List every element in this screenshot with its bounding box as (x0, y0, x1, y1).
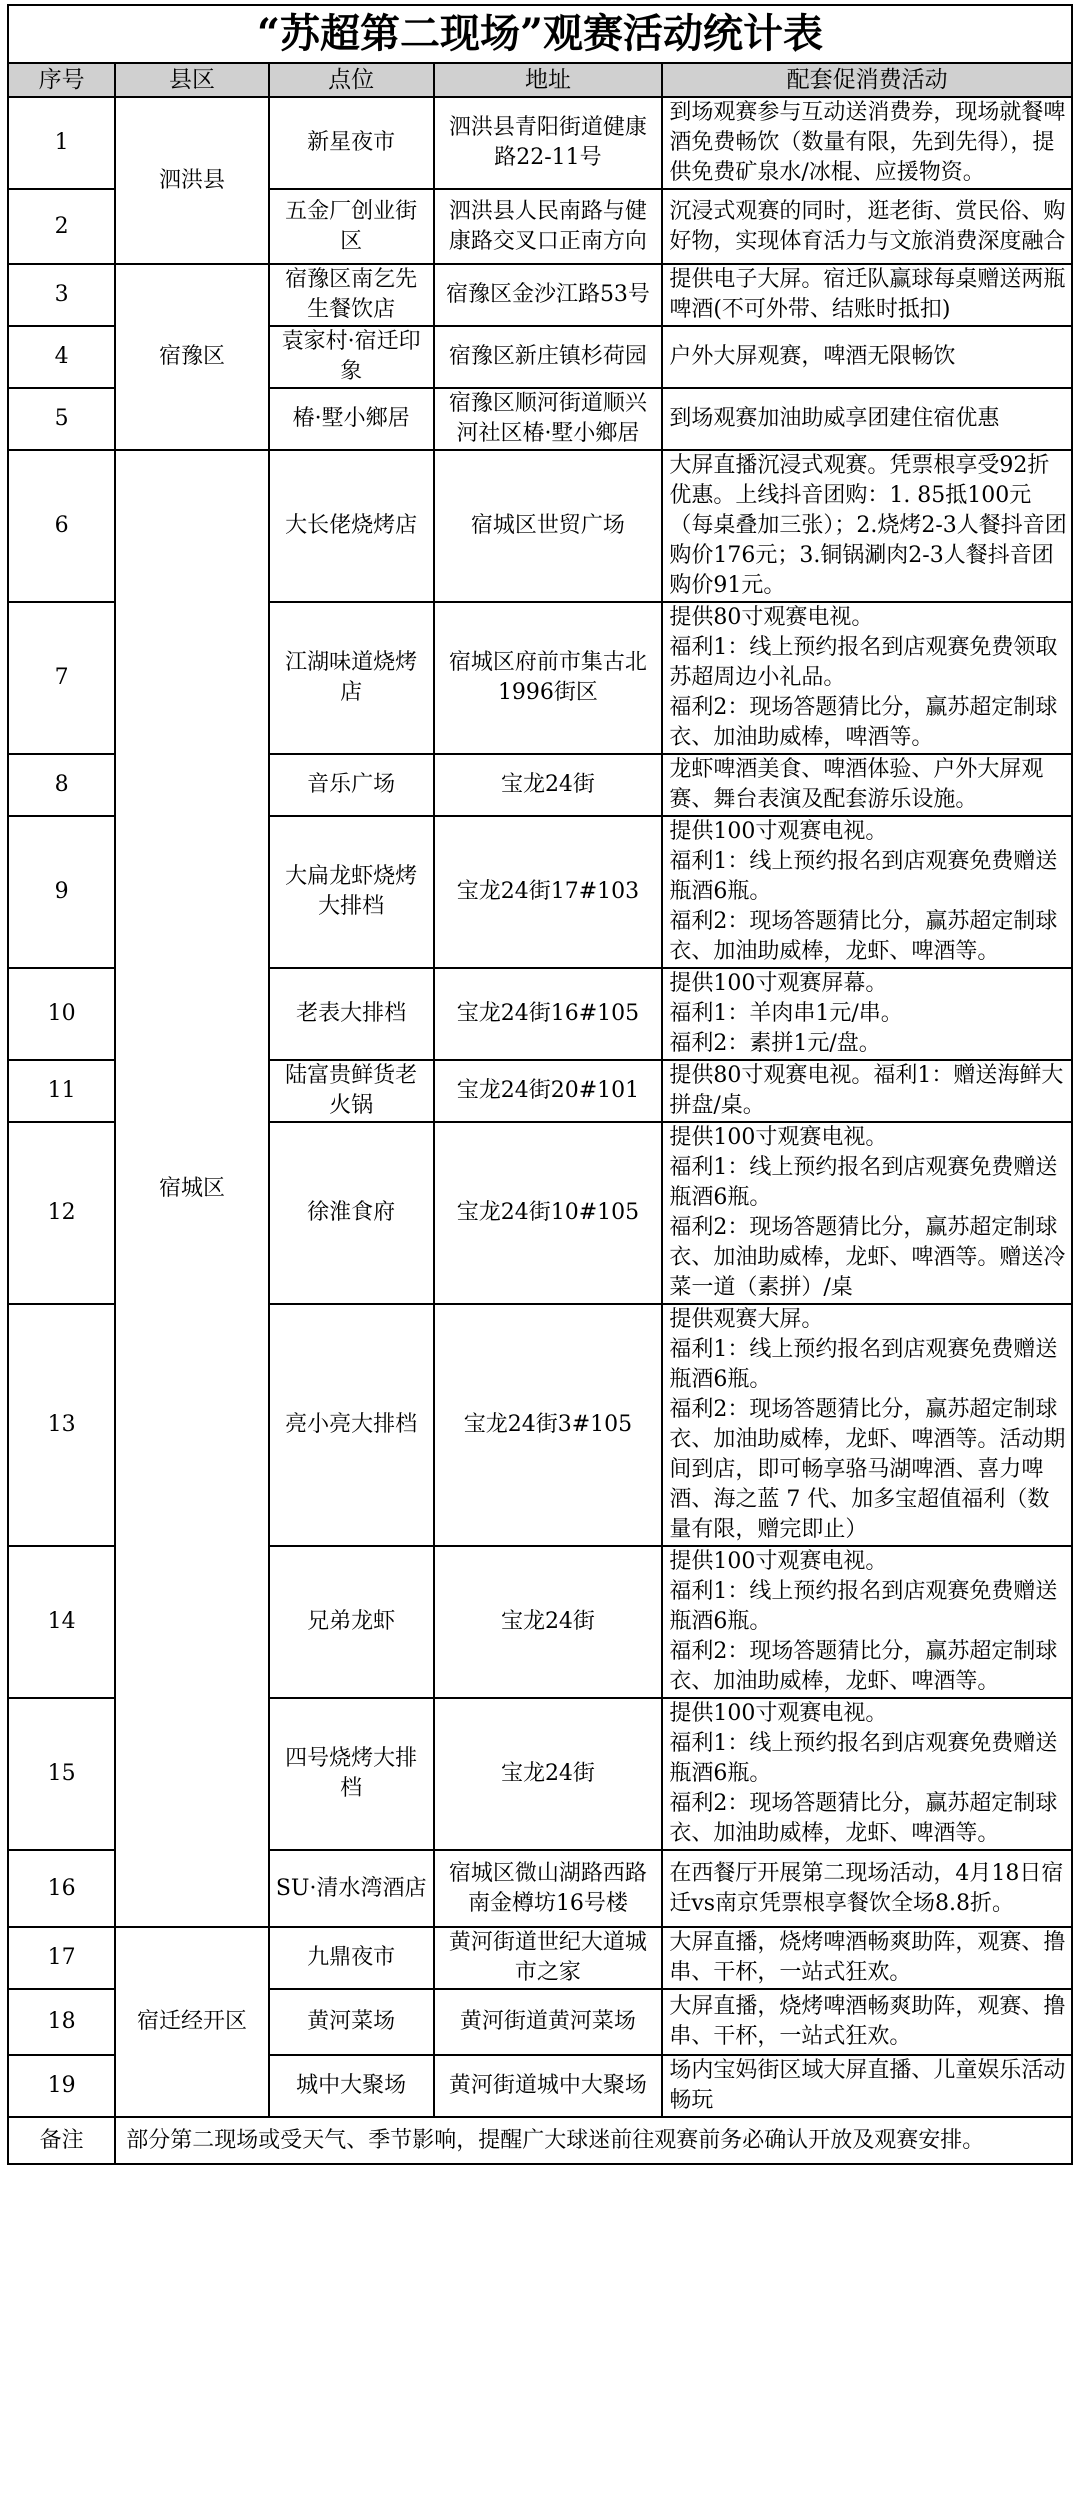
activity-table (7, 4, 1073, 2165)
venue-name: 四号烧烤大排档 (269, 1698, 434, 1850)
venue-name: 老表大排档 (269, 968, 434, 1060)
table-row (8, 1927, 1072, 1989)
district-cell: 宿城区 (115, 450, 269, 1927)
row-no: 8 (8, 754, 115, 816)
venue-name: 椿·墅小鄉居 (269, 388, 434, 450)
venue-address: 宝龙24街 (434, 1698, 663, 1850)
note-text: 部分第二现场或受天气、季节影响，提醒广大球迷前往观赛前务必确认开放及观赛安排。 (115, 2117, 1072, 2164)
activity-text: 提供电子大屏。宿迁队赢球每桌赠送两瓶啤酒(不可外带、结账时抵扣) (662, 264, 1072, 326)
venue-address: 宿豫区新庄镇杉荷园 (434, 326, 663, 388)
row-no: 11 (8, 1060, 115, 1122)
district-cell: 泗洪县 (115, 97, 269, 264)
venue-address: 黄河街道世纪大道城市之家 (434, 1927, 663, 1989)
header-district: 县区 (115, 63, 269, 97)
activity-text: 到场观赛加油助威享团建住宿优惠 (662, 388, 1072, 450)
activity-text: 在西餐厅开展第二现场活动，4月18日宿迁vs南京凭票根享餐饮全场8.8折。 (662, 1850, 1072, 1927)
activity-text: 户外大屏观赛，啤酒无限畅饮 (662, 326, 1072, 388)
row-no: 19 (8, 2055, 115, 2117)
header-venue: 点位 (269, 63, 434, 97)
venue-address: 宿城区世贸广场 (434, 450, 663, 602)
table-row (8, 264, 1072, 326)
table-row (8, 97, 1072, 189)
venue-address: 宿城区微山湖路西路南金樽坊16号楼 (434, 1850, 663, 1927)
activity-text: 提供100寸观赛屏幕。 福利1：羊肉串1元/串。 福利2：素拼1元/盘。 (662, 968, 1072, 1060)
row-no: 1 (8, 97, 115, 189)
row-no: 5 (8, 388, 115, 450)
venue-address: 宝龙24街16#105 (434, 968, 663, 1060)
venue-name: SU·清水湾酒店 (269, 1850, 434, 1927)
row-no: 2 (8, 189, 115, 264)
activity-text: 提供100寸观赛电视。 福利1：线上预约报名到店观赛免费赠送瓶酒6瓶。 福利2：现场答题猜比分，赢苏超定制球衣、加油助威棒，龙虾、啤酒等。 (662, 1546, 1072, 1698)
venue-name: 新星夜市 (269, 97, 434, 189)
venue-name: 陆富贵鲜货老火锅 (269, 1060, 434, 1122)
row-no: 16 (8, 1850, 115, 1927)
activity-text: 提供100寸观赛电视。 福利1：线上预约报名到店观赛免费赠送瓶酒6瓶。 福利2：现场答题猜比分，赢苏超定制球衣、加油助威棒，龙虾、啤酒等。 (662, 1698, 1072, 1850)
table-title: “苏超第二现场”观赛活动统计表 (8, 5, 1072, 63)
venue-name: 大长佬烧烤店 (269, 450, 434, 602)
activity-text: 大屏直播沉浸式观赛。凭票根享受92折优惠。上线抖音团购：1. 85抵100元（每桌叠加三张）；2.烧烤2-3人餐抖音团购价176元；3.铜锅涮肉2-3人餐抖音团购价91元。 (662, 450, 1072, 602)
activity-text: 提供80寸观赛电视。 福利1：线上预约报名到店观赛免费领取苏超周边小礼品。 福利2：现场答题猜比分，赢苏超定制球衣、加油助威棒，啤酒等。 (662, 602, 1072, 754)
activity-text: 沉浸式观赛的同时，逛老街、赏民俗、购好物，实现体育活力与文旅消费深度融合 (662, 189, 1072, 264)
venue-name: 城中大聚场 (269, 2055, 434, 2117)
row-no: 9 (8, 816, 115, 968)
district-cell: 宿迁经开区 (115, 1927, 269, 2117)
activity-text: 提供100寸观赛电视。 福利1：线上预约报名到店观赛免费赠送瓶酒6瓶。 福利2：现场答题猜比分，赢苏超定制球衣、加油助威棒，龙虾、啤酒等。赠送冷菜一道（素拼）/桌 (662, 1122, 1072, 1304)
venue-name: 袁家村·宿迁印象 (269, 326, 434, 388)
venue-address: 宝龙24街10#105 (434, 1122, 663, 1304)
venue-name: 亮小亮大排档 (269, 1304, 434, 1546)
activity-sheet (7, 4, 1073, 2492)
table-row (8, 450, 1072, 602)
venue-name: 九鼎夜市 (269, 1927, 434, 1989)
venue-name: 大扁龙虾烧烤大排档 (269, 816, 434, 968)
venue-name: 兄弟龙虾 (269, 1546, 434, 1698)
venue-address: 宿城区府前市集古北1996街区 (434, 602, 663, 754)
activity-text: 大屏直播，烧烤啤酒畅爽助阵，观赛、撸串、干杯，一站式狂欢。 (662, 1989, 1072, 2055)
row-no: 4 (8, 326, 115, 388)
row-no: 3 (8, 264, 115, 326)
activity-text: 提供观赛大屏。 福利1：线上预约报名到店观赛免费赠送瓶酒6瓶。 福利2：现场答题猜比分，赢苏超定制球衣、加油助威棒，龙虾、啤酒等。活动期间到店，即可畅享骆马湖啤酒、喜力啤酒、海之蓝 7 代、加多宝超值福利（数量有限，赠完即止） (662, 1304, 1072, 1546)
venue-name: 江湖味道烧烤店 (269, 602, 434, 754)
row-no: 7 (8, 602, 115, 754)
row-no: 10 (8, 968, 115, 1060)
row-no: 15 (8, 1698, 115, 1850)
venue-name: 五金厂创业街区 (269, 189, 434, 264)
venue-address: 宝龙24街17#103 (434, 816, 663, 968)
row-no: 6 (8, 450, 115, 602)
activity-text: 提供100寸观赛电视。 福利1：线上预约报名到店观赛免费赠送瓶酒6瓶。 福利2：现场答题猜比分，赢苏超定制球衣、加油助威棒，龙虾、啤酒等。 (662, 816, 1072, 968)
header-no: 序号 (8, 63, 115, 97)
venue-address: 宿豫区顺河街道顺兴河社区椿·墅小鄉居 (434, 388, 663, 450)
row-no: 13 (8, 1304, 115, 1546)
activity-text: 场内宝妈街区域大屏直播、儿童娱乐活动畅玩 (662, 2055, 1072, 2117)
venue-address: 宝龙24街 (434, 1546, 663, 1698)
header-address: 地址 (434, 63, 663, 97)
venue-address: 黄河街道黄河菜场 (434, 1989, 663, 2055)
district-cell: 宿豫区 (115, 264, 269, 450)
venue-address: 宝龙24街20#101 (434, 1060, 663, 1122)
activity-text: 大屏直播，烧烤啤酒畅爽助阵，观赛、撸串、干杯，一站式狂欢。 (662, 1927, 1072, 1989)
header-activity: 配套促消费活动 (662, 63, 1072, 97)
venue-address: 宝龙24街3#105 (434, 1304, 663, 1546)
note-row (8, 2117, 1072, 2164)
row-no: 18 (8, 1989, 115, 2055)
activity-text: 提供80寸观赛电视。福利1：赠送海鲜大拼盘/桌。 (662, 1060, 1072, 1122)
note-label: 备注 (8, 2117, 115, 2164)
row-no: 14 (8, 1546, 115, 1698)
venue-name: 宿豫区南乞先生餐饮店 (269, 264, 434, 326)
venue-name: 黄河菜场 (269, 1989, 434, 2055)
venue-address: 泗洪县人民南路与健康路交叉口正南方向 (434, 189, 663, 264)
venue-address: 宝龙24街 (434, 754, 663, 816)
venue-address: 宿豫区金沙江路53号 (434, 264, 663, 326)
venue-address: 黄河街道城中大聚场 (434, 2055, 663, 2117)
venue-name: 徐淮食府 (269, 1122, 434, 1304)
row-no: 17 (8, 1927, 115, 1989)
row-no: 12 (8, 1122, 115, 1304)
venue-address: 泗洪县青阳街道健康路22-11号 (434, 97, 663, 189)
activity-text: 龙虾啤酒美食、啤酒体验、户外大屏观赛、舞台表演及配套游乐设施。 (662, 754, 1072, 816)
venue-name: 音乐广场 (269, 754, 434, 816)
activity-text: 到场观赛参与互动送消费券，现场就餐啤酒免费畅饮（数量有限，先到先得），提供免费矿泉水/冰棍、应援物资。 (662, 97, 1072, 189)
